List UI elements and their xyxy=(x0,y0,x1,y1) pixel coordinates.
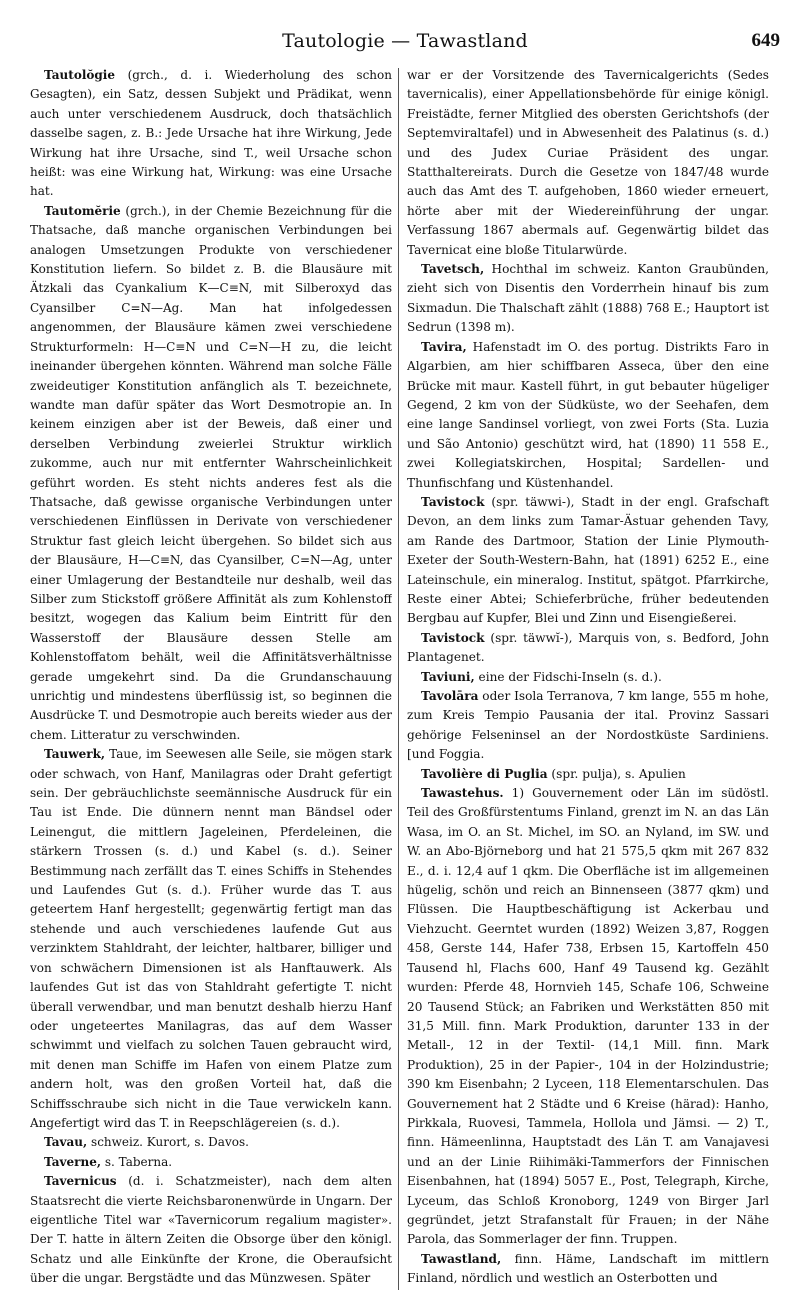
entry-headword: Taverne, xyxy=(44,1154,102,1169)
lexicon-entry xyxy=(30,1172,392,1288)
lexicon-entry xyxy=(30,1153,392,1172)
entry-text: oder Isola Terranova, 7 km lange, 555 m hohe, zum Kreis Tempio Pausania der ital. Provinz Sassari gehörige Felseninsel an der Nordostküste Sardiniens. [und Foggia. xyxy=(407,689,769,762)
entry-text: Hochthal im schweiz. Kanton Graubünden, zieht sich von Disentis den Vorderrhein hinauf bis zum Sixmadun. Die Thalschaft zählt (1888) 768 E.; Hauptort ist Sedrun (1398 m). xyxy=(407,262,769,335)
entry-headword: Tauwerk, xyxy=(44,747,106,762)
entry-text: 1) Gouvernement oder Län im südöstl. Teil des Großfürstentums Finland, grenzt im N. an das Län Wasa, im O. an St. Michel, im SO. an Nyland, im SW. und W. an Abo-Björneborg und hat 21 575,5 qkm mit 267 832 E., d. i. 12,4 auf 1 qkm. Die Oberfläche ist im allgemeinen hügelig, schön und reich an Binnenseen (3877 qkm) und Flüssen. Die Hauptbeschäftigung ist Ackerbau und Viehzucht. Geerntet wurden (1892) Weizen 3,87, Roggen 458, Gerste 144, Hafer 738, Erbsen 15, Kartoffeln 450 Tausend hl, Flachs 600, Hanf 49 Tausend kg. Gezählt wurden: Pferde 48, Hornvieh 145, Schafe 106, Schweine 20 Tausend Stück; an Fabriken und Werkstätten 850 mit 31,5 Mill. finn. Mark Produktion, darunter 133 in der Metall-, 12 in der Textil- (14,1 Mill. finn. Mark Produktion), 25 in der Papier-, 104 in der Holzindustrie; 390 km Eisenbahn; 2 Lyceen, 118 Elementarschulen. Das Gouvernement hat 2 Städte und 6 Kreise (härad): Hanho, Pirkkala, Ruovesi, Tammela, Hollola und Jämsi. — 2) T., finn. Hämeenlinna, Hauptstadt des Län T. am Vanajavesi und an der Linie Riihimäki-Tammerfors der Finnischen Eisenbahnen, hat (1894) 5057 E., Post, Telegraph, Kirche, Lyceum, das Schloß Kronoborg, 1249 von Birger Jarl gegründet, jetzt Strafanstalt für Frauen; in der Nähe Parola, das Sommerlager der finn. Truppen. xyxy=(407,786,769,1247)
entry-text: s. Taberna. xyxy=(101,1154,173,1169)
lexicon-entry xyxy=(30,202,392,745)
entry-text: war er der Vorsitzende des Tavernicalgerichts (Sedes tavernicalis), einer Appellationsbehörde für einige königl. Freistädte, ferner Mitglied des obersten Gerichtshofs (der Septemviraltafel) und in Abwesenheit des Palatinus (s. d.) und des Judex Curiae Präsident des ungar. Statthaltereirats. Durch die Gesetze von 1847/48 wurde auch das Amt des T. aufgehoben, 1860 wieder erneuert, hörte aber mit der Wiedereinführung der ungar. Verfassung 1867 abermals auf. Gegenwärtig bildet das Tavernicat eine bloße Titularwürde. xyxy=(407,68,769,257)
right-column xyxy=(407,66,769,1294)
entry-headword: Tavira, xyxy=(421,339,467,354)
page-header xyxy=(30,30,780,60)
entry-headword: Tavau, xyxy=(44,1135,88,1150)
entry-text: Taue, im Seewesen alle Seile, sie mögen stark oder schwach, von Hanf, Manilagras oder Draht gefertigt sein. Der gebräuchlichste seemännische Ausdruck für ein Tau ist Ende. Die dünnern nennt man Bändsel oder Leinengut, die mittlern Jageleinen, Pferdeleinen, die stärkern Trossen (s. d.) und Kabel (s. d.). Seiner Bestimmung nach zerfällt das T. eines Schiffs in Stehendes und Laufendes Gut (s. d.). Früher wurde das T. aus geteertem Hanf hergestellt; gegenwärtig fertigt man das stehende und auch verschiedenes laufende Gut aus verzinktem Stahldraht, der leichter, haltbarer, billiger und von schwächern Dimensionen ist als Hanftauwerk. Als laufendes Gut ist das von Stahldraht gefertigte T. nicht überall verwendbar, und man benutzt deshalb hierzu Hanf oder ungeteertes Manilagras, das auf dem Wasser schwimmt und vielfach zu solchen Tauen gebraucht wird, mit denen man Schiffe im Hafen von einem Platze zum andern holt, was den großen Vorteil hat, daß die Schiffsschraube sich nicht in die Taue verwickeln kann. Angefertigt wird das T. in Reepschlägereien (s. d.). xyxy=(30,747,392,1130)
lexicon-entry xyxy=(407,668,769,687)
entry-headword: Tavolāra xyxy=(421,689,479,703)
column-divider xyxy=(398,68,399,1290)
lexicon-entry xyxy=(407,260,769,338)
lexicon-entry xyxy=(407,687,769,765)
entry-text: eine der Fidschi-Inseln (s. d.). xyxy=(474,669,662,684)
running-title: Tautologie — Tawastland xyxy=(282,30,528,52)
lexicon-entry xyxy=(407,765,769,784)
left-column xyxy=(30,66,392,1294)
entry-text: Hafenstadt im O. des portug. Distrikts Faro in Algarbien, am hier schiffbaren Asseca, über den eine Brücke mit maur. Kastell führt, in gut bebauter hügeliger Gegend, 2 km von der Südküste, wo der Seehafen, dem eine lange Sandinsel vorliegt, von zwei Forts (Sta. Luzia und São Antonio) geschützt wird, hat (1890) 11 558 E., zwei Kollegiatskirchen, Hospital; Sardellen- und Thunfischfang und Küstenhandel. xyxy=(407,339,769,490)
lexicon-entry xyxy=(407,629,769,668)
entry-headword: Tavistock xyxy=(421,630,485,645)
entry-headword: Tavolière di Puglia xyxy=(421,766,548,781)
lexicon-entry xyxy=(407,338,769,493)
entry-text: finn. Häme, Landschaft im mittlern Finland, nördlich und westlich an Osterbotten und xyxy=(407,1251,769,1286)
entry-text: (spr. täwwi-), Stadt in der engl. Grafschaft Devon, an dem links zum Tamar-Ästuar gehenden Tavy, am Rande des Dartmoor, Station der Linie Plymouth-Exeter der South-Western-Bahn, hat (1891) 6252 E., eine Lateinschule, ein mineralog. Institut, spätgot. Pfarrkirche, Reste einer Abtei; Schieferbrüche, früher bedeutenden Bergbau auf Kupfer, Blei und Zinn und Eisengießerei. xyxy=(407,494,769,626)
entry-headword: Tautolŏgie xyxy=(44,68,115,82)
entry-headword: Tavernicus xyxy=(44,1174,117,1189)
page-number: 649 xyxy=(751,30,780,51)
entry-headword: Tautomĕrie xyxy=(44,203,121,218)
lexicon-entry xyxy=(407,493,769,629)
entry-text: (spr. täwwĭ-), Marquis von, s. Bedford, John Plantagenet. xyxy=(407,630,769,665)
lexicon-entry xyxy=(407,1250,769,1289)
entry-text: (d. i. Schatzmeister), nach dem alten Staatsrecht die vierte Reichsbaronenwürde in Ungarn. Der eigentliche Titel war «Tavernicorum regalium magister». Der T. hatte in ältern Zeiten die Obsorge über den königl. Schatz und alle Einkünfte der Krone, die Oberaufsicht über die ungar. Bergstädte und das Münzwesen. Später xyxy=(30,1174,392,1286)
entry-headword: Tawastland, xyxy=(421,1251,502,1266)
entry-headword: Tawastehus. xyxy=(421,786,504,801)
entry-text: (grch., d. i. Wiederholung des schon Gesagten), ein Satz, dessen Subjekt und Prädikat, wenn auch unter verschiedenem Ausdruck, doch thatsächlich dasselbe sagen, z. B.: Jede Ursache hat ihre Wirkung, Jede Wirkung hat ihre Ursache, sind T., weil Ursache schon heißt: was eine Wirkung hat, Wirkung: was eine Ursache hat. xyxy=(30,68,392,199)
lexicon-entry xyxy=(30,1133,392,1152)
lexicon-entry xyxy=(30,745,392,1133)
lexicon-entry xyxy=(30,66,392,202)
entry-headword: Tavistock xyxy=(421,494,485,509)
entry-text: (grch.), in der Chemie Bezeichnung für die Thatsache, daß manche organischen Verbindungen bei analogen Umsetzungen Produkte von verschiedener Konstitution liefern. So bildet z. B. die Blausäure mit Ätzkali das Cyankalium K—C≡N, mit Silberoxyd das Cyansilber C=N—Ag. Man hat infolgedessen angenommen, der Blausäure kämen zwei verschiedene Strukturformeln: H—C≡N und C=N—H zu, die leicht ineinander übergehen könnten. Während man solche Fälle zweideutiger Konstitution anfänglich als T. bezeichnete, wandte man dafür später das Wort Desmotropie an. In keinem einzigen aber ist der Beweis, daß einer und derselben Verbindung zweierlei Struktur wirklich zukomme, auch nur mit entfernter Wahrscheinlichkeit geführt worden. Es steht nichts anderes fest als die Thatsache, daß gewisse organische Verbindungen unter verschiedenen Einflüssen in Derivate von verschiedener Struktur fast gleich leicht übergehen. So bildet sich aus der Blausäure, H—C≡N, das Cyansilber, C=N—Ag, unter einer Umlagerung der Bestandteile nur deshalb, weil das Silber zum Stickstoff größere Affinität als zum Kohlenstoff besitzt, wogegen das Kalium beim Eintritt für den Wasserstoff der Blausäure dessen Stelle am Kohlenstoffatom behält, weil die Affinitätsverhältnisse gerade umgekehrt sind. Da die Grundanschauung unrichtig und mindestens überflüssig ist, so beginnen die Ausdrücke T. und Desmotropie auch bereits wieder aus der chem. Litteratur zu verschwinden. xyxy=(30,203,392,742)
entry-text: schweiz. Kurort, s. Davos. xyxy=(87,1135,249,1150)
lexicon-entry xyxy=(407,784,769,1250)
entry-headword: Taviuni, xyxy=(421,669,475,684)
entry-text: (spr. pulja), s. Apulien xyxy=(547,766,686,781)
lexicon-entry xyxy=(407,66,769,260)
entry-headword: Tavetsch, xyxy=(421,262,485,277)
